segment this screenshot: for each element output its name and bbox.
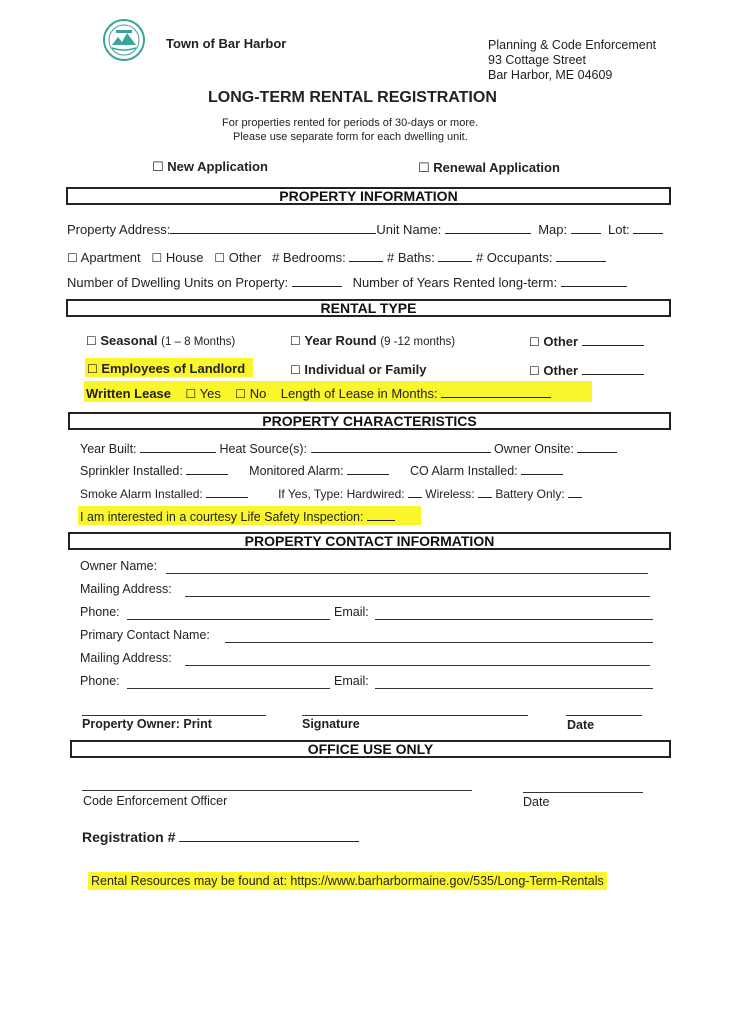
office-date-label: Date [523, 795, 550, 809]
signature-label: Signature [302, 717, 360, 731]
smoke-alarm-field[interactable] [206, 486, 248, 498]
new-application-checkbox[interactable] [152, 159, 268, 175]
dept-city: Bar Harbor, ME 04609 [488, 68, 613, 82]
form-title: LONG-TERM RENTAL REGISTRATION [208, 89, 497, 106]
property-address-field[interactable] [170, 222, 376, 234]
new-application-label: New Application [167, 159, 268, 174]
owner-print-field[interactable] [82, 715, 266, 716]
lease-length-field[interactable] [441, 386, 551, 398]
signature-field[interactable] [302, 715, 528, 716]
lease-no-checkbox[interactable]: ☐ No [235, 386, 267, 401]
year-round-checkbox[interactable]: ☐ Year Round (9 -12 months) [290, 333, 456, 348]
primary-contact-field[interactable] [225, 642, 653, 643]
email-label-2: Email: [334, 674, 369, 688]
officer-label: Code Enforcement Officer [83, 794, 228, 808]
sprinkler-field[interactable] [186, 463, 228, 475]
smoke-row: Smoke Alarm Installed: If Yes, Type: Hardwired: Wireless: Battery Only: [80, 486, 582, 501]
mailing-address-label-2: Mailing Address: [80, 651, 172, 665]
renewal-application-label: Renewal Application [433, 160, 560, 175]
monitored-alarm-field[interactable] [347, 463, 389, 475]
email-field-2[interactable] [375, 688, 653, 689]
bedrooms-field[interactable] [349, 250, 383, 262]
phone-field-2[interactable] [127, 688, 330, 689]
individual-checkbox[interactable]: ☐ Individual or Family [290, 362, 427, 377]
lot-field[interactable] [633, 222, 663, 234]
property-type-row: ☐ Apartment ☐ House ☐ Other # Bedrooms: # Baths: # Occupants: [67, 250, 606, 265]
year-built-field[interactable] [140, 441, 216, 453]
lease-yes-checkbox[interactable]: ☐ Yes [185, 386, 221, 401]
registration-row: Registration # [82, 828, 359, 845]
town-name: Town of Bar Harbor [166, 36, 287, 51]
email-field[interactable] [375, 619, 653, 620]
primary-contact-label: Primary Contact Name: [80, 628, 210, 642]
dept-name: Planning & Code Enforcement [488, 38, 657, 52]
registration-field[interactable] [179, 828, 359, 842]
section-property-information: PROPERTY INFORMATION [66, 187, 671, 205]
wireless-field[interactable] [478, 486, 492, 498]
map-field[interactable] [571, 222, 601, 234]
employees-checkbox[interactable]: ☐ Employees of Landlord [87, 361, 246, 376]
mailing-address-field-2[interactable] [185, 665, 650, 666]
years-rented-field[interactable] [561, 275, 627, 287]
baths-field[interactable] [438, 250, 472, 262]
section-property-characteristics: PROPERTY CHARACTERISTICS [68, 412, 671, 430]
other-rental-field[interactable] [582, 334, 644, 346]
checkbox-icon: ☐ [418, 160, 430, 175]
inspection-row: I am interested in a courtesy Life Safety Inspection: [80, 509, 395, 524]
year-heat-row: Year Built: Heat Source(s): Owner Onsite: [80, 441, 617, 456]
alarm-row: Sprinkler Installed: Monitored Alarm: CO Alarm Installed: [80, 463, 563, 478]
hardwired-field[interactable] [408, 486, 422, 498]
other-type-checkbox[interactable]: ☐ Other [214, 250, 262, 265]
occupants-field[interactable] [556, 250, 606, 262]
section-property-contact: PROPERTY CONTACT INFORMATION [68, 532, 671, 550]
inspection-field[interactable] [367, 509, 395, 521]
town-seal-logo [103, 19, 145, 61]
apartment-checkbox[interactable]: ☐ Apartment [67, 250, 141, 265]
owner-onsite-field[interactable] [577, 441, 617, 453]
officer-field[interactable] [82, 790, 472, 791]
phone-field[interactable] [127, 619, 330, 620]
dwelling-units-field[interactable] [292, 275, 342, 287]
units-years-row: Number of Dwelling Units on Property: Number of Years Rented long-term: [67, 275, 627, 290]
section-rental-type: RENTAL TYPE [66, 299, 671, 317]
rental-resources-link[interactable]: Rental Resources may be found at: https://www.barharbormaine.gov/535/Long-Term-Rentals [88, 872, 607, 890]
unit-name-field[interactable] [445, 222, 531, 234]
heat-source-field[interactable] [311, 441, 491, 453]
email-label: Email: [334, 605, 369, 619]
section-office-use: OFFICE USE ONLY [70, 740, 671, 758]
mailing-address-field[interactable] [185, 596, 650, 597]
form-subtitle-2: Please use separate form for each dwelling unit. [233, 131, 468, 143]
renewal-application-checkbox[interactable] [418, 160, 560, 176]
co-alarm-field[interactable] [521, 463, 563, 475]
mailing-address-label: Mailing Address: [80, 582, 172, 596]
date-field[interactable] [566, 715, 642, 716]
phone-label-2: Phone: [80, 674, 120, 688]
owner-name-field[interactable] [166, 573, 648, 574]
other-rental-checkbox-2[interactable]: ☐ Other [529, 363, 644, 378]
other-rental-field-2[interactable] [582, 363, 644, 375]
owner-print-label: Property Owner: Print [82, 717, 212, 731]
checkbox-icon: ☐ [152, 159, 164, 174]
date-label: Date [567, 718, 595, 732]
phone-label: Phone: [80, 605, 120, 619]
property-address-row: Property Address: Unit Name: Map: Lot: [67, 222, 663, 237]
other-rental-checkbox[interactable]: ☐ Other [529, 334, 644, 349]
battery-field[interactable] [568, 486, 582, 498]
written-lease-row: Written Lease ☐ Yes ☐ No Length of Lease in Months: [86, 386, 551, 401]
house-checkbox[interactable]: ☐ House [151, 250, 204, 265]
seasonal-checkbox[interactable]: ☐ Seasonal (1 – 8 Months) [86, 333, 236, 348]
office-date-field[interactable] [523, 792, 643, 793]
owner-name-label: Owner Name: [80, 559, 158, 573]
form-subtitle-1: For properties rented for periods of 30-days or more. [222, 117, 479, 129]
dept-street: 93 Cottage Street [488, 53, 586, 67]
